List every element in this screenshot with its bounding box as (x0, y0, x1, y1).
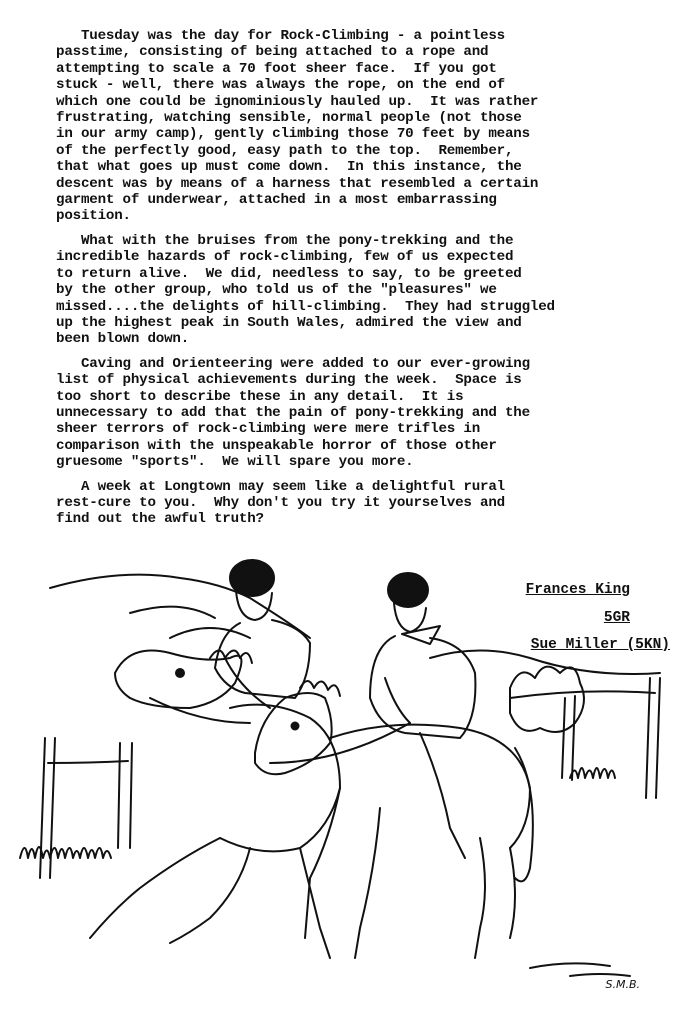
text-line: up the highest peak in South Wales, admired the view and (56, 314, 522, 331)
ground-line (530, 963, 630, 976)
rider-leg (420, 733, 465, 858)
text-line: list of physical achievements during the week. Space is (56, 372, 522, 389)
text-line: stuck - well, there was always the rope, on the end of (56, 77, 505, 94)
text-line: position. (56, 208, 131, 225)
fence-post (118, 743, 132, 848)
text-line: find out the awful truth? (56, 511, 264, 528)
pony-leg (300, 848, 330, 958)
fence-post (646, 678, 660, 798)
text-line: unnecessary to add that the pain of pony-trekking and the (56, 404, 530, 421)
text-line: that what goes up must come down. In this instance, the (56, 159, 522, 176)
text-line: too short to describe these in any detail. It is (56, 388, 464, 405)
author-name: Frances King (525, 582, 630, 598)
artist-signature: S.M.B. (605, 978, 640, 991)
text-line: rest-cure to you. Why don't you try it yourselves and (56, 494, 505, 511)
hill-line (130, 607, 215, 618)
text-line: incredible hazards of rock-climbing, few of us expected (56, 249, 514, 266)
pony-leg (305, 788, 340, 938)
text-line: What with the bruises from the pony-trekking and the (56, 232, 514, 249)
author-name: Sue Miller (5KN) (530, 637, 670, 653)
paragraph-rock-climbing (56, 28, 656, 225)
text-line: passtime, consisting of being attached to a rope and (56, 44, 489, 61)
text-line: been blown down. (56, 331, 190, 348)
text-line: descent was by means of a harness that resembled a certain (56, 175, 539, 192)
rider-arm (225, 658, 270, 708)
paragraph-caving (56, 356, 656, 471)
hill-line (170, 628, 250, 638)
text-line: frustrating, watching sensible, normal people (not those (56, 110, 522, 127)
pony-eye (292, 723, 299, 730)
rider-arm (385, 678, 410, 723)
pony-leg (475, 838, 485, 958)
grass (570, 768, 615, 778)
rider-helmet (388, 573, 428, 607)
pony-reins (150, 698, 250, 723)
text-line: gruesome "sports". We will spare you more. (56, 454, 414, 471)
text-line: sheer terrors of rock-climbing were mere trifles in (56, 421, 481, 438)
text-line: of the perfectly good, easy path to the top. Remember, (56, 142, 514, 159)
paragraph-longtown (56, 479, 656, 528)
author-form: 5GR (603, 610, 630, 626)
text-line: which one could be ignominiously hauled up. It was rather (56, 93, 539, 110)
pony-leg (355, 808, 380, 958)
bush (510, 667, 584, 732)
text-line: Caving and Orienteering were added to our ever-growing (56, 355, 530, 372)
text-line: A week at Longtown may seem like a delightful rural (56, 478, 505, 495)
article-body (56, 28, 656, 536)
pony-body (330, 725, 530, 848)
text-line: by the other group, who told us of the "pleasures" we (56, 282, 497, 299)
pony-trekking-drawing (10, 548, 690, 998)
paragraph-hill-climbing (56, 233, 656, 348)
pony-tail (515, 748, 533, 881)
text-line: attempting to scale a 70 foot sheer face. If you got (56, 60, 497, 77)
text-line: missed....the delights of hill-climbing. They had struggled (56, 298, 555, 315)
grass (20, 847, 111, 858)
text-line: in our army camp), gently climbing those 70 feet by means (56, 126, 530, 143)
pony-eye (176, 669, 184, 677)
text-line: comparison with the unspeakable horror of those other (56, 437, 497, 454)
fence-rail (48, 761, 128, 763)
pony-leg (170, 848, 250, 943)
rider-scarf (402, 626, 440, 644)
pony-leg (510, 848, 515, 938)
text-line: garment of underwear, attached in a most embarrassing (56, 192, 497, 209)
fence-post (562, 696, 575, 780)
pony-body (220, 705, 340, 852)
text-line: to return alive. We did, needless to say, to be greeted (56, 265, 522, 282)
pony-reins (270, 723, 410, 763)
text-line: Tuesday was the day for Rock-Climbing - a pointless (56, 28, 505, 44)
